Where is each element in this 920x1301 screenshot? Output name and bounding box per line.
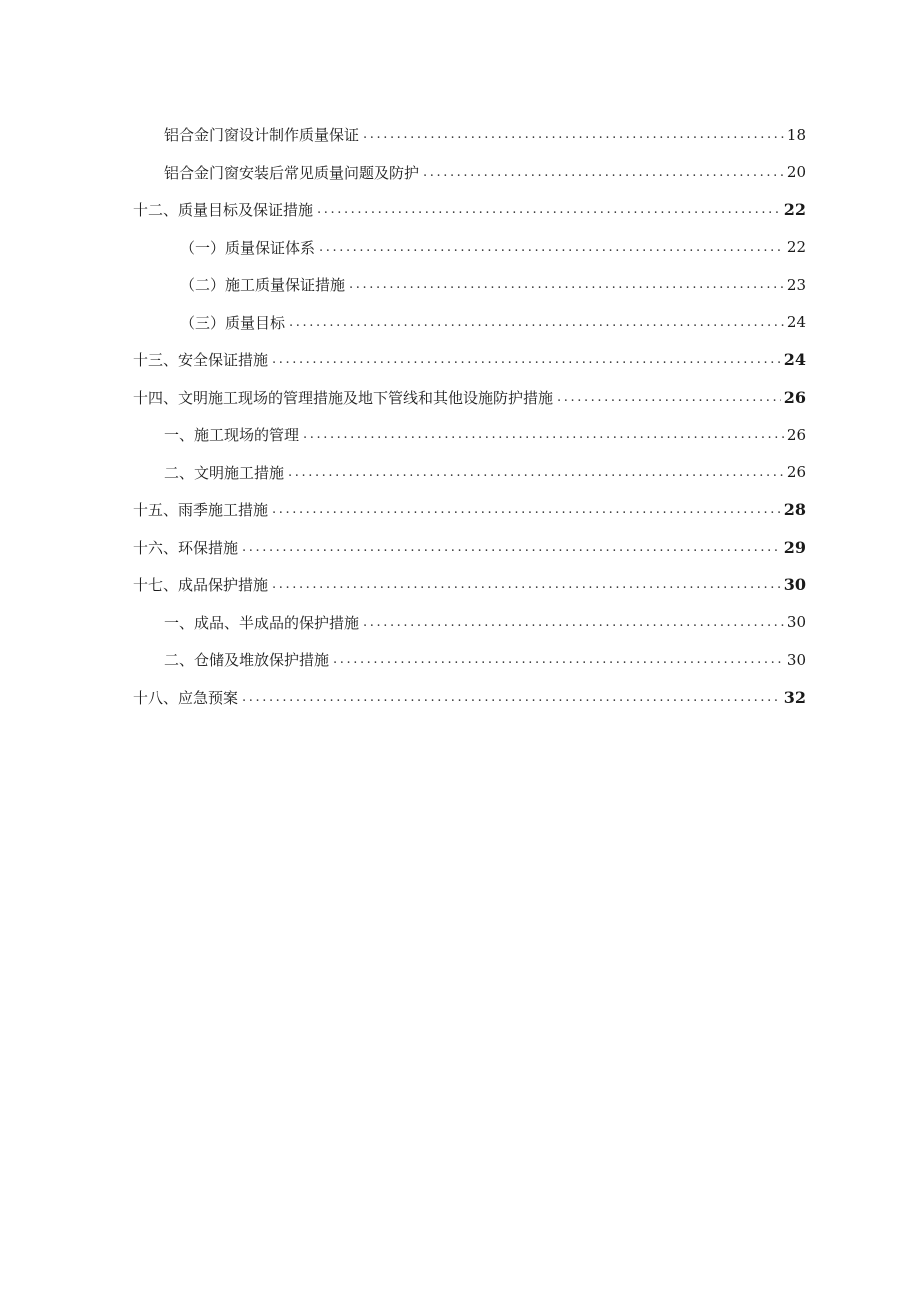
- toc-entry-title: 二、仓储及堆放保护措施: [164, 651, 330, 670]
- toc-entry-aluminum-window-design-quality[interactable]: [0, 116, 920, 154]
- toc-entry-page: 22: [786, 238, 806, 257]
- toc-entry-section-12[interactable]: [0, 191, 920, 229]
- toc-entry-title: （一）质量保证体系: [180, 238, 316, 257]
- toc-dot-leader: [303, 427, 784, 442]
- toc-entry-section-14[interactable]: [0, 379, 920, 417]
- toc-entry-title: 十七、成品保护措施: [133, 576, 269, 595]
- toc-entry-construction-quality-measures[interactable]: [0, 266, 920, 304]
- toc-entry-title: 铝合金门窗设计制作质量保证: [164, 126, 360, 145]
- toc-dot-leader: [272, 577, 781, 592]
- toc-dot-leader: [363, 615, 784, 630]
- toc-dot-leader: [423, 165, 784, 180]
- toc-entry-quality-target[interactable]: [0, 304, 920, 342]
- toc-entry-page: 18: [786, 125, 806, 144]
- toc-entry-page: 30: [783, 575, 806, 595]
- toc-entry-finished-product-protection[interactable]: [0, 604, 920, 642]
- toc-dot-leader: [363, 127, 784, 142]
- toc-dot-leader: [557, 390, 781, 405]
- toc-entry-title: 十四、文明施工现场的管理措施及地下管线和其他设施防护措施: [133, 388, 554, 407]
- toc-entry-page: 24: [786, 313, 806, 332]
- toc-entry-page: 29: [783, 537, 806, 557]
- toc-entry-title: 二、文明施工措施: [164, 463, 285, 482]
- toc-entry-section-18[interactable]: [0, 679, 920, 717]
- toc-entry-title: 十三、安全保证措施: [133, 351, 269, 370]
- toc-entry-page: 24: [783, 350, 806, 370]
- toc-dot-leader: [289, 315, 784, 330]
- toc-entry-page: 26: [783, 387, 806, 407]
- toc-entry-section-15[interactable]: [0, 491, 920, 529]
- toc-entry-title: 一、施工现场的管理: [164, 426, 300, 445]
- toc-entry-page: 23: [786, 275, 806, 294]
- toc-entry-section-17[interactable]: [0, 566, 920, 604]
- toc-dot-leader: [349, 277, 784, 292]
- toc-entry-page: 26: [786, 425, 806, 444]
- toc-dot-leader: [333, 652, 784, 667]
- toc-entry-page: 30: [786, 650, 806, 669]
- toc-entry-title: 十八、应急预案: [133, 688, 239, 707]
- toc-entry-title: 铝合金门窗安装后常见质量问题及防护: [164, 163, 420, 182]
- toc-entry-title: 十五、雨季施工措施: [133, 501, 269, 520]
- toc-entry-title: （三）质量目标: [180, 313, 286, 332]
- toc-entry-title: 十六、环保措施: [133, 538, 239, 557]
- toc-entry-section-13[interactable]: [0, 341, 920, 379]
- toc-entry-storage-protection[interactable]: [0, 641, 920, 679]
- table-of-contents: [0, 116, 920, 716]
- toc-entry-title: （二）施工质量保证措施: [180, 276, 346, 295]
- toc-entry-title: 一、成品、半成品的保护措施: [164, 613, 360, 632]
- toc-entry-page: 22: [783, 200, 806, 220]
- toc-entry-page: 26: [786, 463, 806, 482]
- toc-dot-leader: [288, 465, 784, 480]
- toc-dot-leader: [317, 202, 781, 217]
- toc-entry-aluminum-window-install-issues[interactable]: [0, 154, 920, 192]
- toc-entry-title: 十二、质量目标及保证措施: [133, 201, 314, 220]
- toc-entry-page: 20: [786, 163, 806, 182]
- toc-entry-site-management[interactable]: [0, 416, 920, 454]
- toc-dot-leader: [242, 690, 781, 705]
- toc-dot-leader: [242, 540, 781, 555]
- toc-entry-page: 32: [783, 687, 806, 707]
- toc-entry-page: 30: [786, 613, 806, 632]
- toc-dot-leader: [272, 352, 781, 367]
- toc-entry-section-16[interactable]: [0, 529, 920, 567]
- toc-entry-quality-system[interactable]: [0, 229, 920, 267]
- toc-entry-page: 28: [783, 500, 806, 520]
- toc-dot-leader: [319, 240, 784, 255]
- toc-dot-leader: [272, 502, 781, 517]
- toc-entry-civilized-construction[interactable]: [0, 454, 920, 492]
